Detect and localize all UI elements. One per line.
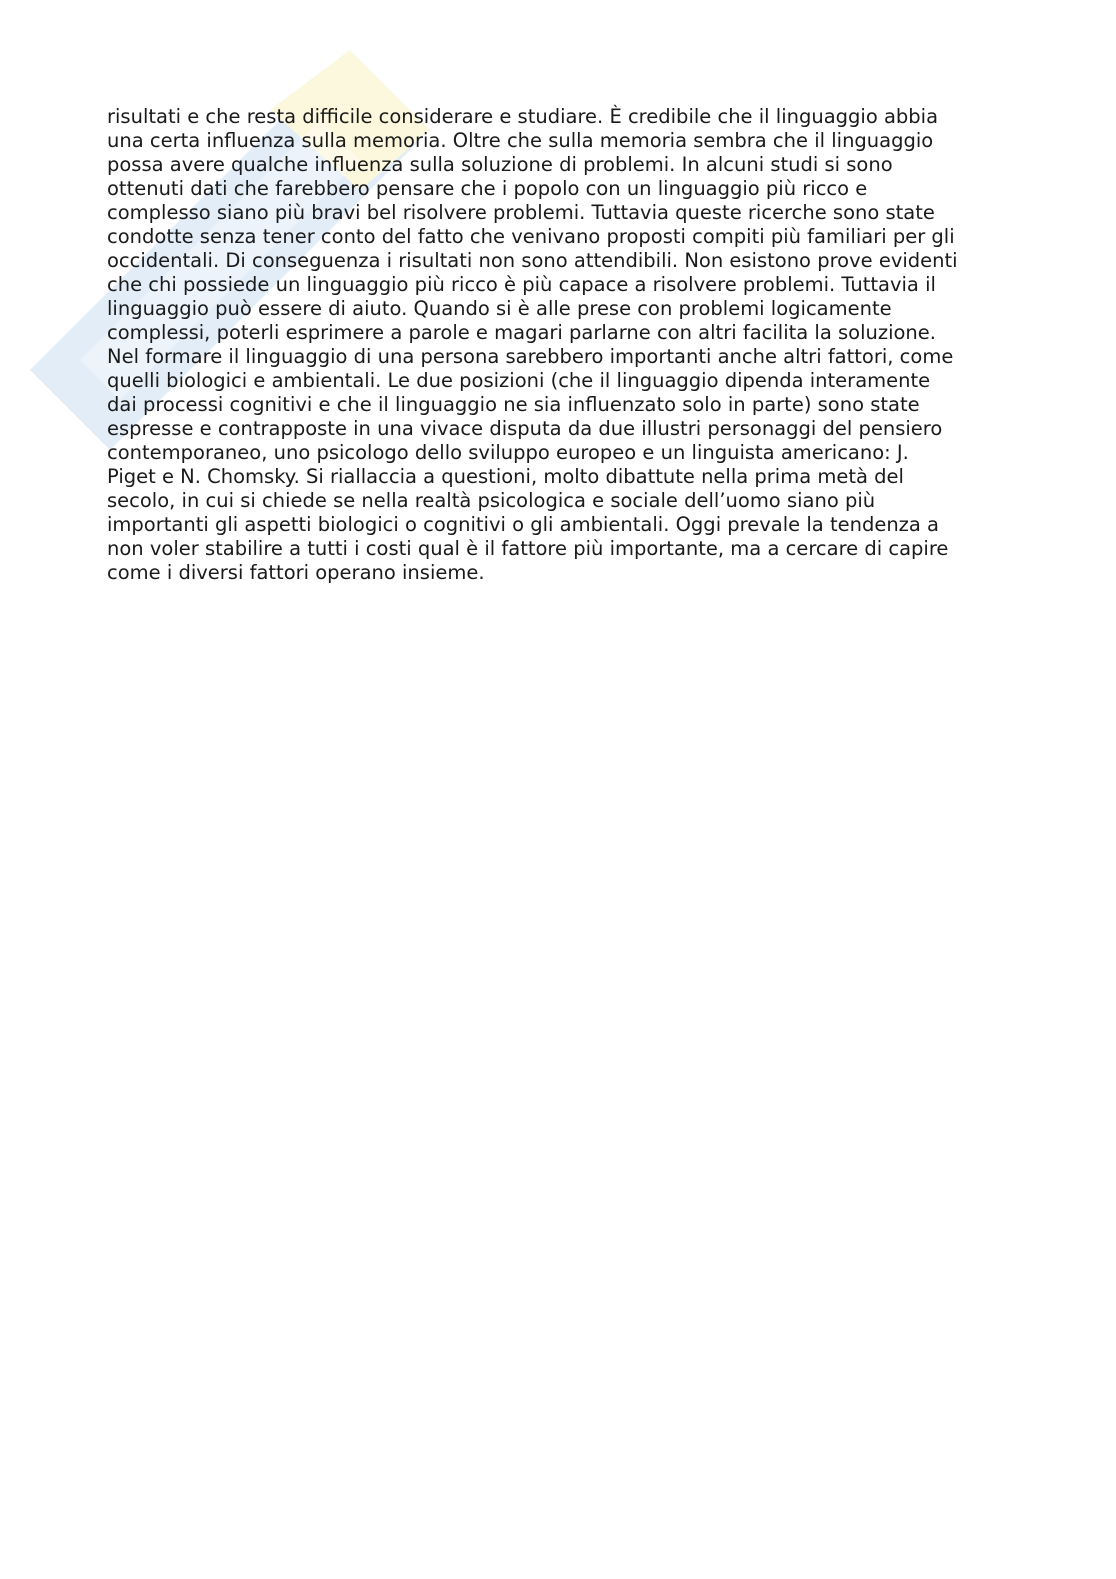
text-line: possa avere qualche influenza sulla soluzione di problemi. In alcuni studi si sono [107,153,893,176]
text-line: complesso siano più bravi bel risolvere problemi. Tuttavia queste ricerche sono state [107,201,935,224]
text-line: Nel formare il linguaggio di una persona sarebbero importanti anche altri fattori, come [107,345,954,368]
text-line: espresse e contrapposte in una vivace disputa da due illustri personaggi del pensiero [107,417,943,440]
text-line: come i diversi fattori operano insieme. [107,561,485,584]
text-line: risultati e che resta difficile considerare e studiare. È credibile che il linguaggio abbia [107,105,939,128]
text-line: contemporaneo, uno psicologo dello sviluppo europeo e un linguista americano: J. [107,441,909,464]
text-line: non voler stabilire a tutti i costi qual è il fattore più importante, ma a cercare di capire [107,537,949,560]
body-paragraph [107,105,1007,585]
text-line: che chi possiede un linguaggio più ricco è più capace a risolvere problemi. Tuttavia il [107,273,936,296]
text-line: importanti gli aspetti biologici o cognitivi o gli ambientali. Oggi prevale la tendenza a [107,513,940,536]
text-line: quelli biologici e ambientali. Le due posizioni (che il linguaggio dipenda interamente [107,369,931,392]
text-line: secolo, in cui si chiede se nella realtà psicologica e sociale dell’uomo siano più [107,489,876,512]
text-line: Piget e N. Chomsky. Si riallaccia a questioni, molto dibattute nella prima metà del [107,465,904,488]
text-line: occidentali. Di conseguenza i risultati non sono attendibili. Non esistono prove evidenti [107,249,958,272]
text-line: condotte senza tener conto del fatto che venivano proposti compiti più familiari per gli [107,225,955,248]
text-line: una certa influenza sulla memoria. Oltre che sulla memoria sembra che il linguaggio [107,129,934,152]
text-line: complessi, poterli esprimere a parole e magari parlarne con altri facilita la soluzione. [107,321,936,344]
text-line: linguaggio può essere di aiuto. Quando si è alle prese con problemi logicamente [107,297,892,320]
text-line: dai processi cognitivi e che il linguaggio ne sia influenzato solo in parte) sono state [107,393,920,416]
text-line: ottenuti dati che farebbero pensare che i popolo con un linguaggio più ricco e [107,177,868,200]
